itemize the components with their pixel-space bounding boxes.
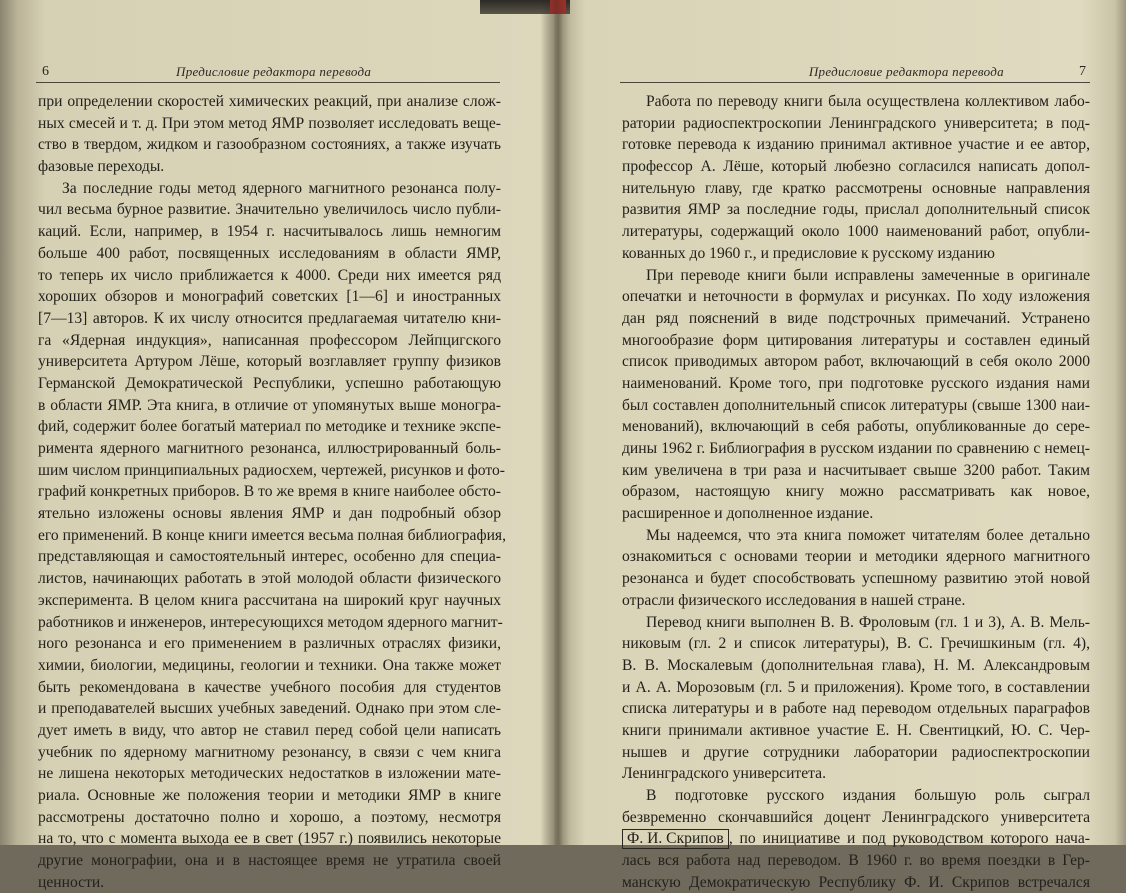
- text-line: Германской Демократической Республики, успешно работающую: [38, 374, 501, 392]
- text-line: га «Ядерная индукция», написанная профессором Лейпцигского: [38, 331, 501, 349]
- right-page: [556, 0, 1126, 891]
- text-line: отрасли физического исследования в нашей стране.: [622, 591, 966, 609]
- text-line: безвременно скончавшийся доцент Ленинградского университета: [622, 808, 1090, 826]
- text-line: риала. Основные же положения теории и методики ЯМР в книге: [38, 787, 501, 804]
- page-number: 6: [42, 64, 49, 79]
- text-line: его применений. В конце книги имеется весьма полная библиография,: [38, 526, 506, 544]
- text-line: профессор А. Лёше, который любезно согласился написать допол-: [622, 158, 1090, 176]
- text-line: каций. Если, например, в 1954 г. насчитывалось лишь немногим: [38, 223, 501, 241]
- text-line: представляющая и самостоятельный интерес, особенно для специа-: [38, 548, 501, 566]
- text-line: образом, настоящую книгу можно рассматривать как новое,: [622, 483, 1090, 501]
- text-line: ознакомиться с основами теории и методики ядерного магнитного: [622, 548, 1090, 566]
- text-line: дует иметь в виду, что автор не ставил перед собой цели написать: [38, 721, 501, 739]
- text-line: графий конкретных приборов. В то же время в книге наиболее обсто-: [38, 483, 501, 501]
- text-line: ратории радиоспектроскопии Ленинградского университета; в под-: [622, 114, 1090, 132]
- running-title: Предисловие редактора перевода: [808, 64, 1004, 79]
- text-line: университета Артуром Лёше, который возглавляет группу физиков: [38, 353, 501, 371]
- text-line: [622, 828, 1090, 850]
- text-line: резонанса и будет способствовать успешному развитию этой новой: [622, 570, 1090, 588]
- text-line: и преподавателей высших учебных заведений. Однако при этом сле-: [38, 700, 501, 718]
- text-line: готовке перевода к изданию принимал активное участие и ее автор,: [622, 136, 1090, 154]
- text-line: рассмотрены достаточно полно и хорошо, а поэтому, несмотря: [38, 808, 501, 826]
- text-line: Перевод книги выполнен В. В. Фроловым (гл. 1 и 3), А. В. Мель-: [646, 613, 1090, 631]
- text-line: литературы, содержащий около 1000 наименований работ, опубли-: [622, 223, 1090, 241]
- text-line: наименований. Кроме того, при подготовке русского издания нами: [622, 374, 1090, 392]
- right-page-header: [620, 62, 1090, 83]
- text-line: книги принимали активное участие Е. Н. Свентицкий, Ю. С. Чер-: [622, 721, 1090, 739]
- text-line: [7—13] авторов. К их числу относится предлагаемая читателю кни-: [38, 309, 501, 327]
- text-line: другие монографии, она и в настоящее время не утратила своей: [38, 852, 501, 870]
- text-line: Мы надеемся, что эта книга поможет читателям более детально: [646, 526, 1090, 544]
- text-line: дины 1962 г. Библиография в русском издании по сравнению с немец-: [622, 440, 1090, 457]
- text-line: учебник по ядерному магнитному резонансу, в связи с чем книга: [38, 743, 501, 761]
- left-page: [0, 0, 552, 891]
- text-line: ного резонанса и его применением в различных отраслях физики,: [38, 635, 501, 653]
- text-line: кованных до 1960 г., и предисловие к русскому изданию: [622, 244, 995, 262]
- text-line: на то, что с момента выхода ее в свет (1957 г.) появились некоторые: [38, 830, 501, 848]
- text-line: ство в твердом, жидком и газообразном состояниях, а также изучать: [38, 136, 501, 154]
- text-line: и А. А. Морозовым (гл. 5 и приложения). Кроме того, в составлении: [622, 678, 1090, 696]
- text-line: больше 400 работ, посвященных исследованиям в области ЯМР,: [38, 244, 501, 262]
- text-line: эксперимента. В целом книга рассчитана на широкий круг научных: [38, 591, 501, 609]
- boxed-name: Ф. И. Скрипов: [622, 829, 729, 849]
- text-line: фазовые переходы.: [38, 158, 165, 176]
- text-line: никовым (гл. 2 и список литературы), В. С. Гречишкиным (гл. 4),: [622, 635, 1090, 653]
- text-line: шим числом принципиальных радиосхем, чертежей, рисунков и фото-: [38, 461, 505, 479]
- text-line: ценности.: [38, 873, 105, 891]
- text-line: Ленинградского университета.: [622, 765, 826, 783]
- text-line: манскую Демократическую Республику Ф. И. Скрипов встречался: [622, 873, 1090, 891]
- left-page-body: [38, 91, 506, 893]
- left-page-header: [36, 62, 500, 83]
- running-title: Предисловие редактора перевода: [176, 64, 372, 79]
- text-line: развития ЯМР за последние годы, прислал дополнительный список: [622, 201, 1090, 219]
- text-line: ных смесей и т. д. При этом метод ЯМР позволяет исследовать веще-: [38, 114, 501, 132]
- text-line-rest: , по инициативе и под руководством которого нача-: [728, 830, 1090, 848]
- text-line: Работа по переводу книги была осуществлена коллективом лабо-: [646, 93, 1090, 110]
- text-line: За последние годы метод ядерного магнитного резонанса полу-: [62, 179, 501, 197]
- text-line: химии, биологии, медицины, геологии и техники. Она также может: [38, 656, 501, 674]
- text-line: не лишена некоторых методических недостатков в изложении мате-: [38, 765, 501, 783]
- text-line: расширенное и дополненное издание.: [622, 505, 874, 523]
- page-number: 7: [1079, 64, 1086, 79]
- text-line: лась вся работа над переводом. В 1960 г. во время поездки в Гер-: [622, 852, 1090, 870]
- text-line: то теперь их число приближается к 4000. Среди них имеется ряд: [38, 266, 501, 284]
- right-page-body: [622, 91, 1090, 893]
- text-line: списка литературы и в работе над переводом отдельных параграфов: [622, 700, 1090, 718]
- text-line: листов, начинающих работать в этой молодой области физического: [38, 570, 501, 588]
- text-line: работников и инженеров, интересующихся методом ядерного магнит-: [38, 613, 503, 631]
- text-line: в области ЯМР. Эта книга, в отличие от упомянутых выше моногра-: [38, 396, 501, 414]
- text-line: При переводе книги были исправлены замеченные в оригинале: [646, 266, 1090, 284]
- text-line: опечатки и неточности в формулах и рисунках. По ходу изложения: [622, 288, 1090, 306]
- text-line: чил весьма бурное развитие. Значительно увеличилось число публи-: [38, 201, 501, 219]
- text-line: римента ядерного магнитного резонанса, иллюстрированный боль-: [38, 440, 501, 457]
- text-line: менований), включающий в себя работы, опубликованные до сере-: [622, 418, 1090, 436]
- text-line: ким увеличена в три раза и насчитывает свыше 3200 работ. Таким: [622, 461, 1090, 479]
- text-line: дан ряд пояснений в виде подстрочных примечаний. Устранено: [622, 309, 1090, 327]
- text-line: список приводимых автором работ, включающий в себя около 2000: [622, 353, 1090, 371]
- text-line: хороших обзоров и монографий советских [1—6] и иностранных: [38, 288, 501, 306]
- text-line: фий, содержит более богатый материал по методике и технике экспе-: [38, 418, 501, 436]
- text-line: В. В. Москалевым (дополнительная глава), Н. М. Александровым: [622, 656, 1090, 674]
- text-line: нышев и другие сотрудники лаборатории радиоспектроскопии: [622, 743, 1090, 761]
- text-line: нительную главу, где кратко рассмотрены основные направления: [622, 179, 1090, 197]
- text-line: ятельно изложены основы явления ЯМР и дан подробный обзор: [38, 505, 501, 523]
- text-line: при определении скоростей химических реакций, при анализе слож-: [38, 93, 501, 110]
- text-line: многообразие форм цитирования литературы и составлен единый: [622, 331, 1090, 349]
- text-line: быть рекомендована в качестве учебного пособия для студентов: [38, 678, 501, 696]
- text-line: В подготовке русского издания большую роль сыграл: [646, 787, 1090, 804]
- text-line: был составлен дополнительный список литературы (свыше 1300 наи-: [622, 396, 1090, 414]
